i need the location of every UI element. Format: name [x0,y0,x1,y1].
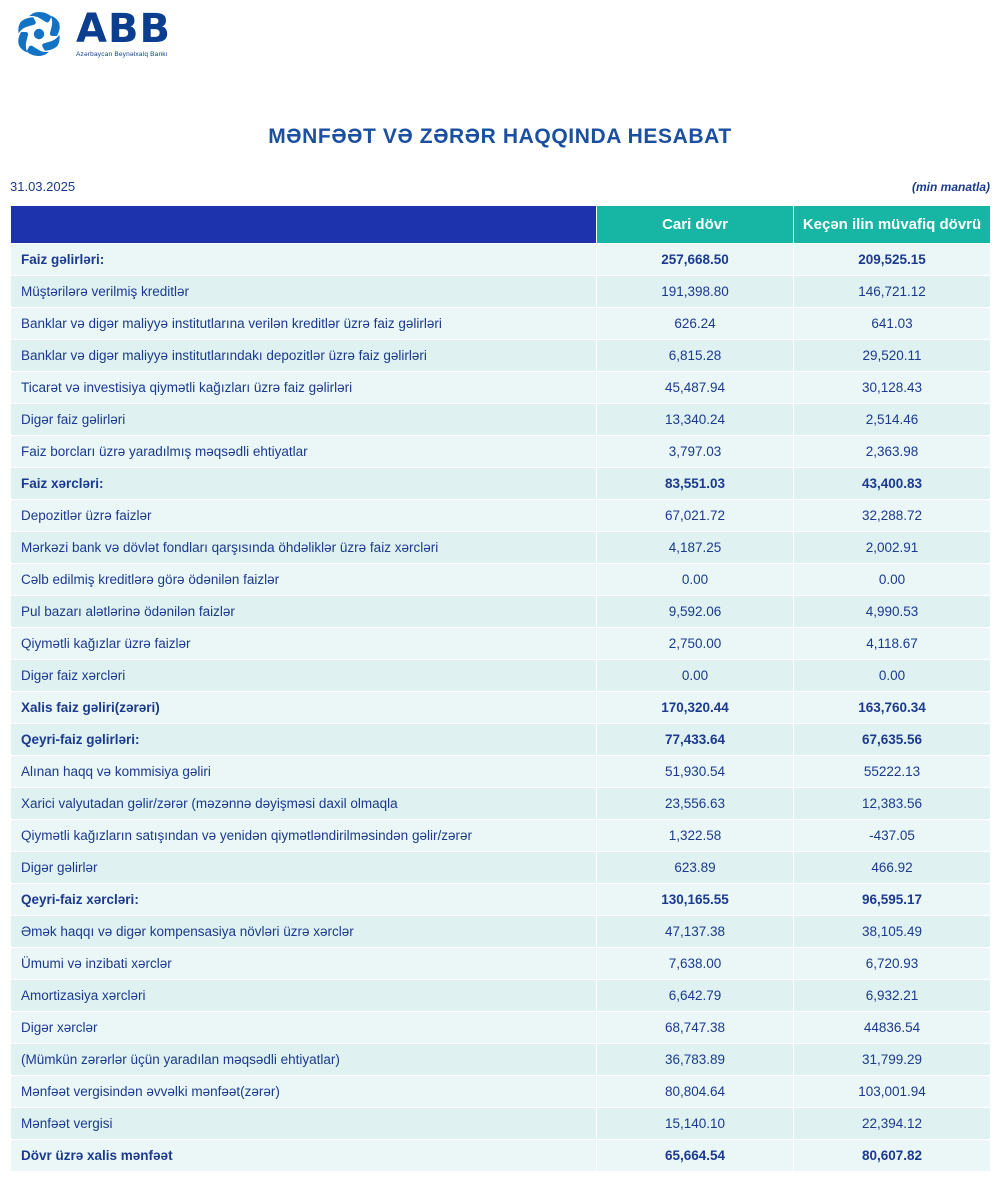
table-row [11,980,991,1012]
row-previous-value: 43,400.83 [794,468,991,500]
row-label: Mənfəət vergisindən əvvəlki mənfəət(zərər) [11,1076,597,1108]
abb-logo-subtitle: Azərbaycan Beynəlxalq Bankı [76,51,168,59]
row-label: Pul bazarı alətlərinə ödənilən faizlər [11,596,597,628]
table-row [11,756,991,788]
row-label: Qiymətli kağızların satışından və yenidən qiymətləndirilməsindən gəlir/zərər [11,820,597,852]
abb-logo-name: ABB [76,6,171,53]
table-row [11,724,991,756]
table-row [11,660,991,692]
table-row [11,564,991,596]
row-current-value: 623.89 [597,852,794,884]
table-row [11,820,991,852]
table-header-row [11,206,991,244]
row-previous-value: 30,128.43 [794,372,991,404]
row-current-value: 83,551.03 [597,468,794,500]
row-label: Digər gəlirlər [11,852,597,884]
table-row [11,1076,991,1108]
row-previous-value: 146,721.12 [794,276,991,308]
row-current-value: 191,398.80 [597,276,794,308]
row-label: Ticarət və investisiya qiymətli kağızları üzrə faiz gəlirləri [11,372,597,404]
row-label: Faiz gəlirləri: [11,244,597,276]
row-current-value: 1,322.58 [597,820,794,852]
row-current-value: 170,320.44 [597,692,794,724]
row-current-value: 65,664.54 [597,1140,794,1172]
row-previous-value: 80,607.82 [794,1140,991,1172]
row-previous-value: 67,635.56 [794,724,991,756]
row-current-value: 3,797.03 [597,436,794,468]
row-previous-value: 2,363.98 [794,436,991,468]
table-row [11,340,991,372]
row-previous-value: 163,760.34 [794,692,991,724]
table-row [11,948,991,980]
row-current-value: 77,433.64 [597,724,794,756]
row-current-value: 23,556.63 [597,788,794,820]
row-current-value: 68,747.38 [597,1012,794,1044]
report-date: 31.03.2025 [10,179,76,194]
row-previous-value: 209,525.15 [794,244,991,276]
profit-loss-table [10,205,991,1172]
row-label: Alınan haqq və kommisiya gəliri [11,756,597,788]
row-current-value: 36,783.89 [597,1044,794,1076]
row-current-value: 0.00 [597,660,794,692]
table-body [11,244,991,1172]
table-row [11,1140,991,1172]
row-label: Qeyri-faiz gəlirləri: [11,724,597,756]
row-current-value: 9,592.06 [597,596,794,628]
table-header [11,206,991,244]
row-label: Qiymətli kağızlar üzrə faizlər [11,628,597,660]
table-row [11,1044,991,1076]
row-previous-value: 29,520.11 [794,340,991,372]
table-row [11,532,991,564]
row-previous-value: 44836.54 [794,1012,991,1044]
table-row [11,404,991,436]
row-previous-value: 12,383.56 [794,788,991,820]
table-row [11,1108,991,1140]
column-header-previous-period: Keçən ilin müvafiq dövrü [794,206,991,244]
row-previous-value: 103,001.94 [794,1076,991,1108]
report-meta [10,179,990,194]
row-label: Amortizasiya xərcləri [11,980,597,1012]
row-current-value: 626.24 [597,308,794,340]
row-current-value: 130,165.55 [597,884,794,916]
row-previous-value: 4,118.67 [794,628,991,660]
row-current-value: 13,340.24 [597,404,794,436]
table-row [11,372,991,404]
row-previous-value: 2,514.46 [794,404,991,436]
report-units: (min manatla) [911,180,990,194]
row-label: Digər faiz gəlirləri [11,404,597,436]
row-current-value: 45,487.94 [597,372,794,404]
row-label: Qeyri-faiz xərcləri: [11,884,597,916]
table-row [11,884,991,916]
row-current-value: 257,668.50 [597,244,794,276]
row-current-value: 15,140.10 [597,1108,794,1140]
row-current-value: 7,638.00 [597,948,794,980]
row-label: Digər xərclər [11,1012,597,1044]
table-row [11,308,991,340]
row-label: Dövr üzrə xalis mənfəət [11,1140,597,1172]
row-previous-value: 55222.13 [794,756,991,788]
row-label: Cəlb edilmiş kreditlərə görə ödənilən faizlər [11,564,597,596]
row-label: Banklar və digər maliyyə institutlarındakı depozitlər üzrə faiz gəlirləri [11,340,597,372]
column-header-current-period: Cari dövr [597,206,794,244]
row-current-value: 4,187.25 [597,532,794,564]
row-current-value: 6,815.28 [597,340,794,372]
row-current-value: 0.00 [597,564,794,596]
row-label: Digər faiz xərcləri [11,660,597,692]
row-previous-value: 641.03 [794,308,991,340]
row-previous-value: 4,990.53 [794,596,991,628]
table-row [11,500,991,532]
row-label: (Mümkün zərərlər üçün yaradılan məqsədli ehtiyatlar) [11,1044,597,1076]
table-row [11,244,991,276]
row-current-value: 6,642.79 [597,980,794,1012]
row-current-value: 2,750.00 [597,628,794,660]
row-label: Ümumi və inzibati xərclər [11,948,597,980]
row-previous-value: 22,394.12 [794,1108,991,1140]
page-title: MƏNFƏƏT VƏ ZƏRƏR HAQQINDA HESABAT [268,125,732,148]
row-label: Faiz xərcləri: [11,468,597,500]
row-previous-value: 6,720.93 [794,948,991,980]
row-label: Banklar və digər maliyyə institutlarına verilən kreditlər üzrə faiz gəlirləri [11,308,597,340]
row-previous-value: 2,002.91 [794,532,991,564]
row-previous-value: 0.00 [794,660,991,692]
row-previous-value: -437.05 [794,820,991,852]
table-row [11,436,991,468]
abb-logo [12,8,171,60]
table-row [11,916,991,948]
row-label: Xalis faiz gəliri(zərəri) [11,692,597,724]
row-current-value: 47,137.38 [597,916,794,948]
row-label: Xarici valyutadan gəlir/zərər (məzənnə dəyişməsi daxil olmaqla [11,788,597,820]
row-current-value: 51,930.54 [597,756,794,788]
row-previous-value: 38,105.49 [794,916,991,948]
abb-logo-text [76,6,171,59]
row-label: Depozitlər üzrə faizlər [11,500,597,532]
row-label: Faiz borcları üzrə yaradılmış məqsədli ehtiyatlar [11,436,597,468]
row-previous-value: 96,595.17 [794,884,991,916]
row-previous-value: 6,932.21 [794,980,991,1012]
table-row [11,852,991,884]
row-previous-value: 0.00 [794,564,991,596]
abb-logo-icon [12,8,66,60]
table-row [11,468,991,500]
table-row [11,692,991,724]
column-header-label [11,206,597,244]
table-row [11,276,991,308]
row-label: Mənfəət vergisi [11,1108,597,1140]
row-current-value: 67,021.72 [597,500,794,532]
row-previous-value: 32,288.72 [794,500,991,532]
row-current-value: 80,804.64 [597,1076,794,1108]
table-row [11,788,991,820]
table-row [11,628,991,660]
row-previous-value: 31,799.29 [794,1044,991,1076]
report-table-wrapper [10,205,990,1172]
row-label: Mərkəzi bank və dövlət fondları qarşısında öhdəliklər üzrə faiz xərcləri [11,532,597,564]
row-label: Əmək haqqı və digər kompensasiya növləri üzrə xərclər [11,916,597,948]
row-label: Müştərilərə verilmiş kreditlər [11,276,597,308]
table-row [11,1012,991,1044]
row-previous-value: 466.92 [794,852,991,884]
table-row [11,596,991,628]
